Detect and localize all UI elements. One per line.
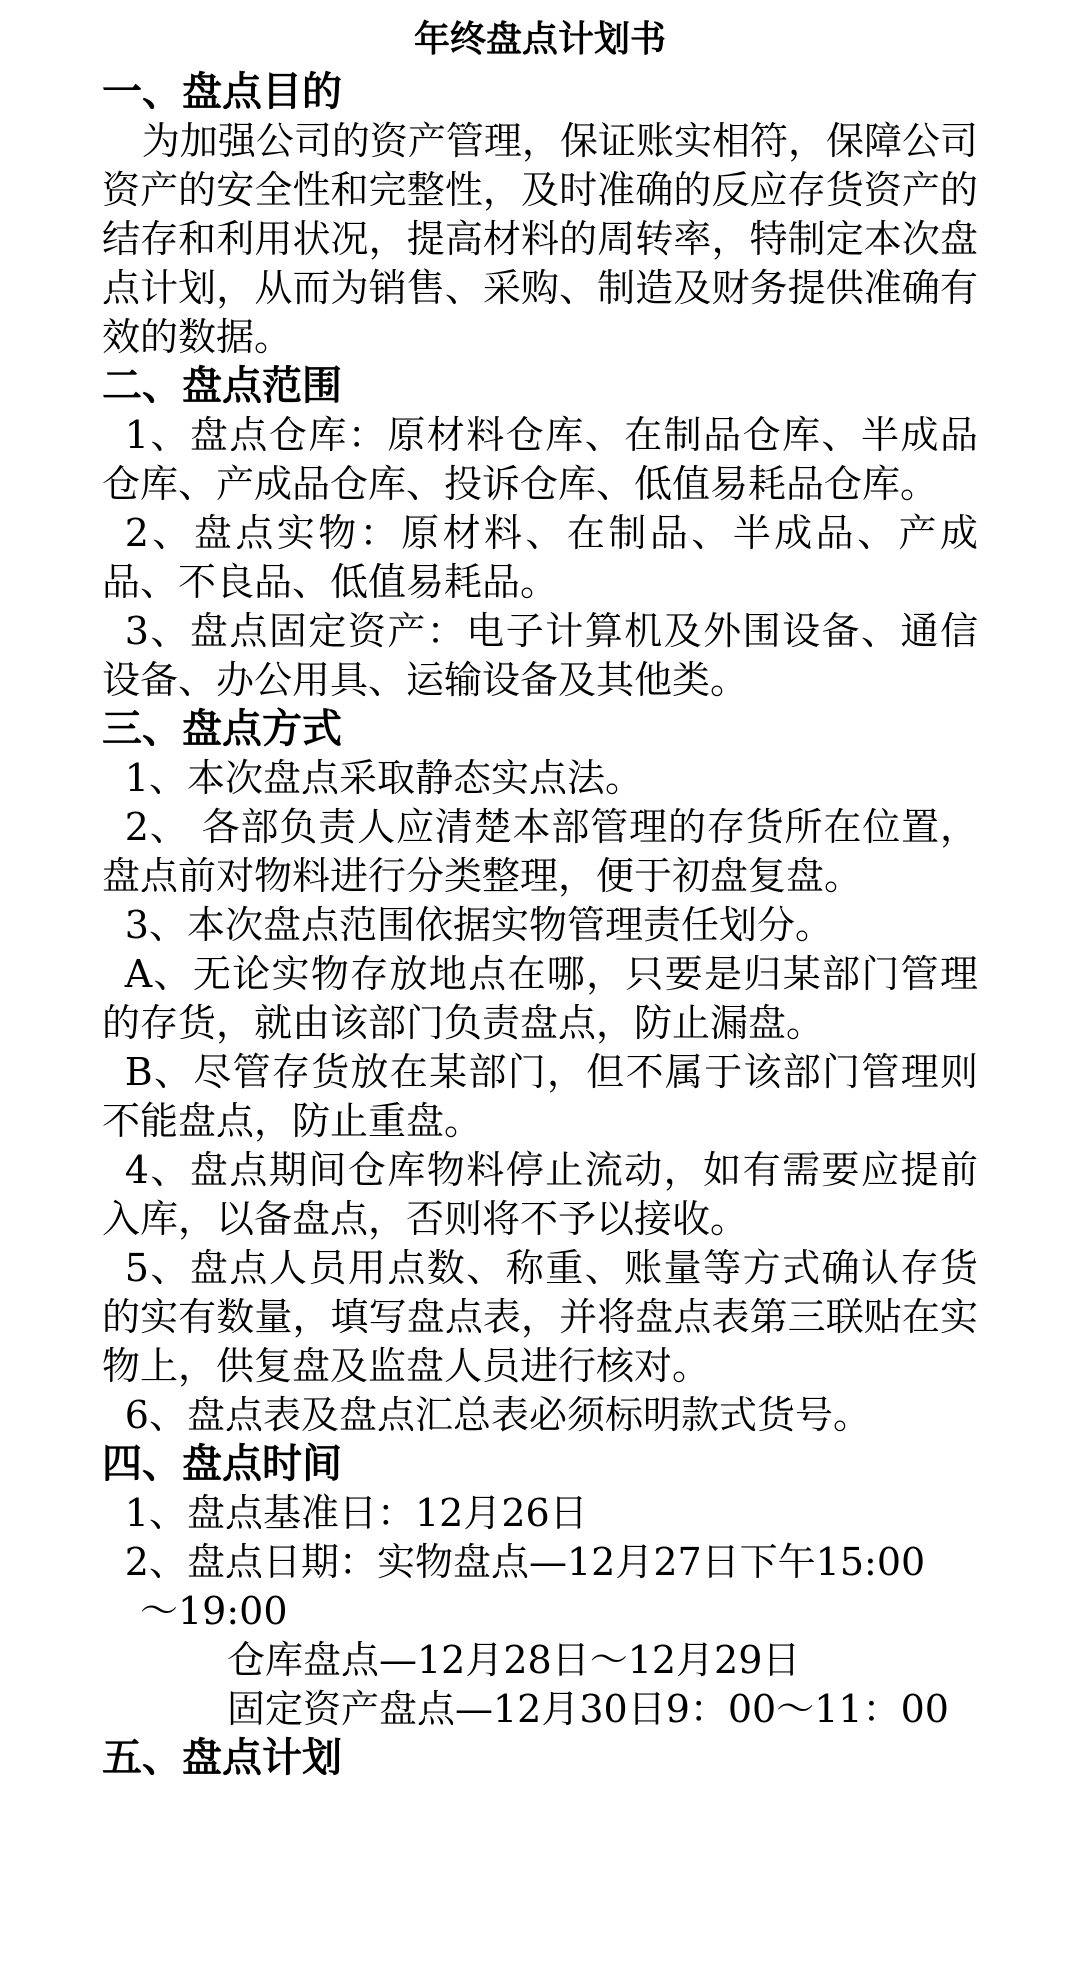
section-heading-plan: 五、盘点计划 xyxy=(102,1735,342,1781)
time-dates-continuation: ～19:00 xyxy=(140,1589,288,1633)
time-warehouse-count: 仓库盘点—12月28日～12月29日 xyxy=(227,1638,801,1682)
time-fixed-asset-count: 固定资产盘点—12月30日9：00～11：00 xyxy=(227,1687,949,1731)
section-heading-method: 三、盘点方式 xyxy=(102,706,342,752)
method-item-4: 4、盘点期间仓库物料停止流动，如有需要应提前入库，以备盘点，否则将不予以接收。 xyxy=(102,1148,978,1241)
purpose-paragraph: 为加强公司的资产管理，保证账实相符，保障公司资产的安全性和完整性，及时准确的反应存货资产的结存和利用状况，提高材料的周转率，特制定本次盘点计划，从而为销售、采购、制造及财务提供准确有效的数据。 xyxy=(102,119,978,359)
time-base-date: 1、盘点基准日：12月26日 xyxy=(124,1491,588,1535)
method-item-6: 6、盘点表及盘点汇总表必须标明款式货号。 xyxy=(124,1393,871,1437)
method-item-2: 2、 各部负责人应清楚本部管理的存货所在位置，盘点前对物料进行分类整理，便于初盘复盘。 xyxy=(102,805,978,898)
scope-item-warehouses: 1、盘点仓库：原材料仓库、在制品仓库、半成品仓库、产成品仓库、投诉仓库、低值易耗品仓库。 xyxy=(102,413,978,506)
method-item-3: 3、本次盘点范围依据实物管理责任划分。 xyxy=(124,903,833,947)
method-item-5: 5、盘点人员用点数、称重、账量等方式确认存货的实有数量，填写盘点表，并将盘点表第三联贴在实物上，供复盘及监盘人员进行核对。 xyxy=(102,1246,978,1388)
section-heading-scope: 二、盘点范围 xyxy=(102,363,342,409)
method-item-a: A、无论实物存放地点在哪，只要是归某部门管理的存货，就由该部门负责盘点，防止漏盘。 xyxy=(102,952,978,1045)
scope-item-physical-goods: 2、盘点实物：原材料、在制品、半成品、产成品、不良品、低值易耗品。 xyxy=(102,511,978,604)
method-item-b: B、尽管存货放在某部门，但不属于该部门管理则不能盘点，防止重盘。 xyxy=(102,1050,978,1143)
method-item-1: 1、本次盘点采取静态实点法。 xyxy=(124,756,643,800)
document-title: 年终盘点计划书 xyxy=(413,19,666,60)
document-page xyxy=(102,0,978,1783)
time-dates-line: 2、盘点日期：实物盘点—12月27日下午15:00 xyxy=(124,1540,926,1584)
scope-item-fixed-assets: 3、盘点固定资产：电子计算机及外围设备、通信设备、办公用具、运输设备及其他类。 xyxy=(102,609,978,702)
section-heading-purpose: 一、盘点目的 xyxy=(102,69,342,115)
section-heading-time: 四、盘点时间 xyxy=(102,1441,342,1487)
